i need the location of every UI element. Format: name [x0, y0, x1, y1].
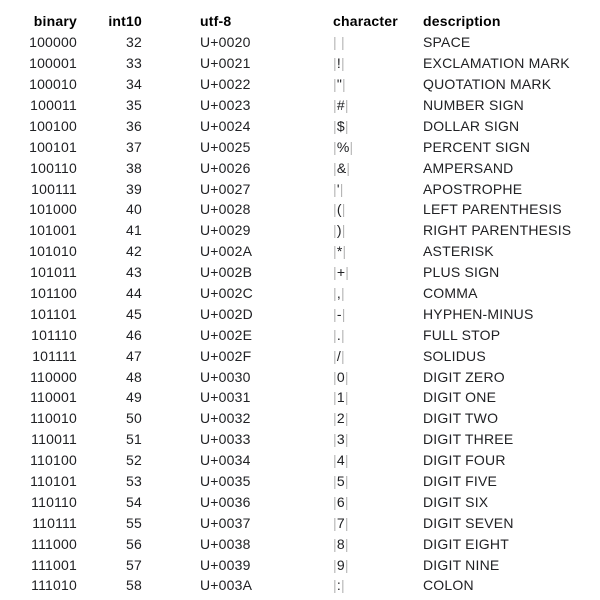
- cell-description: DIGIT FOUR: [423, 452, 506, 469]
- cell-description: DIGIT FIVE: [423, 473, 498, 490]
- cell-int10: 44: [126, 285, 142, 302]
- cell-binary: 110000: [30, 368, 77, 385]
- cell-description: QUOTATION MARK: [423, 76, 552, 93]
- delimiter-pipe-right: |: [344, 535, 349, 552]
- cell-character: [333, 32, 423, 53]
- cell-binary: 100011: [30, 97, 77, 113]
- delimiter-pipe-right: |: [340, 34, 345, 51]
- cell-int10: 32: [126, 34, 142, 51]
- delimiter-pipe-left: |: [333, 34, 337, 51]
- cell-character: [333, 345, 423, 366]
- table-row: [0, 575, 600, 596]
- delimiter-pipe-left: |: [333, 97, 337, 113]
- cell-character: [333, 471, 423, 492]
- delimiter-pipe-right: |: [344, 368, 349, 385]
- cell-character: [333, 429, 423, 450]
- cell-utf8: U+002A: [200, 243, 253, 260]
- cell-character: [333, 115, 423, 136]
- cell-int10: 54: [126, 493, 142, 510]
- cell-utf8: U+0023: [200, 97, 251, 113]
- delimiter-pipe-left: |: [333, 452, 337, 469]
- cell-utf8: U+0026: [200, 159, 251, 176]
- delimiter-pipe-right: |: [344, 473, 349, 490]
- delimiter-pipe-right: |: [344, 493, 349, 510]
- cell-character: [333, 512, 423, 533]
- table-row: [0, 262, 600, 283]
- cell-int10: 35: [126, 97, 142, 113]
- delimiter-pipe-left: |: [333, 285, 337, 302]
- header-row: [0, 11, 600, 32]
- cell-utf8: U+002B: [200, 264, 253, 281]
- cell-binary: 101010: [29, 243, 77, 260]
- cell-int10: 43: [126, 264, 142, 281]
- cell-description: DOLLAR SIGN: [423, 117, 520, 134]
- character-glyph: /: [336, 347, 341, 364]
- table-row: [0, 429, 600, 450]
- table-row: [0, 387, 600, 408]
- cell-utf8: U+003A: [200, 577, 253, 594]
- cell-character: [333, 366, 423, 387]
- cell-description: APOSTROPHE: [423, 180, 523, 197]
- cell-character: [333, 387, 423, 408]
- cell-description: DIGIT NINE: [423, 556, 500, 573]
- delimiter-pipe-left: |: [333, 159, 337, 176]
- column-header-binary: binary: [33, 13, 77, 30]
- character-glyph: 6: [336, 493, 345, 510]
- delimiter-pipe-left: |: [333, 577, 337, 594]
- cell-utf8: U+0028: [200, 201, 251, 218]
- delimiter-pipe-right: |: [346, 159, 351, 176]
- cell-description: NUMBER SIGN: [423, 97, 524, 113]
- cell-character: [333, 95, 423, 116]
- cell-description: PERCENT SIGN: [423, 138, 531, 155]
- delimiter-pipe-right: |: [340, 577, 345, 594]
- cell-utf8: U+002F: [200, 347, 252, 364]
- cell-utf8: U+0029: [200, 222, 251, 239]
- delimiter-pipe-right: |: [342, 243, 347, 260]
- character-glyph: .: [336, 326, 341, 343]
- cell-int10: 58: [126, 577, 142, 594]
- character-glyph: 8: [336, 535, 345, 552]
- table-row: [0, 366, 600, 387]
- cell-binary: 110101: [30, 473, 77, 490]
- cell-description: SOLIDUS: [423, 347, 486, 364]
- character-glyph: 9: [336, 556, 345, 573]
- column-header-description: description: [423, 13, 501, 30]
- character-glyph: 1: [336, 389, 345, 406]
- cell-description: DIGIT ZERO: [423, 368, 505, 385]
- table-row: [0, 303, 600, 324]
- cell-utf8: U+0038: [200, 535, 251, 552]
- cell-description: DIGIT ONE: [423, 389, 497, 406]
- cell-binary: 110100: [30, 452, 77, 469]
- cell-description: SPACE: [423, 34, 471, 51]
- delimiter-pipe-left: |: [333, 535, 337, 552]
- cell-binary: 101101: [30, 305, 77, 322]
- character-glyph: 7: [336, 514, 345, 531]
- cell-utf8: U+0020: [200, 34, 251, 51]
- delimiter-pipe-left: |: [333, 201, 337, 218]
- cell-description: HYPHEN-MINUS: [423, 305, 534, 322]
- cell-character: [333, 220, 423, 241]
- cell-character: [333, 450, 423, 471]
- delimiter-pipe-left: |: [333, 326, 337, 343]
- character-glyph: 4: [336, 452, 345, 469]
- page: [0, 11, 600, 600]
- cell-description: DIGIT THREE: [423, 431, 514, 448]
- character-glyph: ): [336, 222, 342, 239]
- cell-description: COLON: [423, 577, 474, 594]
- cell-utf8: U+0037: [200, 514, 251, 531]
- delimiter-pipe-left: |: [333, 431, 337, 448]
- table-row: [0, 178, 600, 199]
- cell-character: [333, 554, 423, 575]
- character-glyph: -: [336, 305, 342, 322]
- cell-int10: 39: [126, 180, 142, 197]
- cell-binary: 100000: [29, 34, 77, 51]
- cell-character: [333, 533, 423, 554]
- cell-int10: 40: [126, 201, 142, 218]
- table-row: [0, 241, 600, 262]
- cell-binary: 111001: [31, 556, 77, 573]
- table-row: [0, 471, 600, 492]
- table-row: [0, 53, 600, 74]
- cell-binary: 100110: [30, 159, 77, 176]
- cell-binary: 110111: [32, 514, 77, 531]
- cell-utf8: U+0022: [200, 76, 251, 93]
- delimiter-pipe-left: |: [333, 305, 337, 322]
- delimiter-pipe-left: |: [333, 493, 337, 510]
- cell-int10: 50: [126, 410, 142, 427]
- cell-utf8: U+0032: [200, 410, 251, 427]
- cell-binary: 110001: [30, 389, 77, 406]
- column-header-utf8: utf-8: [200, 13, 232, 30]
- table-row: [0, 199, 600, 220]
- cell-character: [333, 303, 423, 324]
- delimiter-pipe-right: |: [344, 556, 349, 573]
- table-row: [0, 95, 600, 116]
- table-row: [0, 345, 600, 366]
- cell-character: [333, 408, 423, 429]
- cell-int10: 49: [126, 389, 142, 406]
- cell-int10: 41: [126, 222, 142, 239]
- cell-int10: 34: [126, 76, 142, 93]
- delimiter-pipe-right: |: [339, 180, 344, 197]
- table-body: [0, 32, 600, 596]
- cell-character: [333, 53, 423, 74]
- cell-character: [333, 575, 423, 596]
- delimiter-pipe-right: |: [344, 117, 349, 134]
- character-code-table: [0, 11, 600, 596]
- table-row: [0, 491, 600, 512]
- cell-character: [333, 262, 423, 283]
- cell-description: DIGIT EIGHT: [423, 535, 509, 552]
- delimiter-pipe-left: |: [333, 473, 337, 490]
- cell-binary: 101001: [29, 222, 77, 239]
- cell-int10: 42: [126, 243, 142, 260]
- cell-binary: 100001: [29, 55, 77, 72]
- character-glyph: 5: [336, 473, 345, 490]
- cell-binary: 110011: [31, 431, 77, 448]
- cell-int10: 37: [126, 138, 142, 155]
- cell-binary: 101011: [30, 264, 77, 281]
- cell-character: [333, 491, 423, 512]
- delimiter-pipe-left: |: [333, 180, 337, 197]
- cell-int10: 51: [126, 431, 142, 448]
- cell-int10: 56: [126, 535, 142, 552]
- delimiter-pipe-left: |: [333, 347, 337, 364]
- cell-utf8: U+002C: [200, 285, 253, 302]
- character-glyph: #: [336, 97, 345, 113]
- table-row: [0, 220, 600, 241]
- cell-binary: 100100: [29, 117, 77, 134]
- cell-description: EXCLAMATION MARK: [423, 55, 570, 72]
- cell-utf8: U+0039: [200, 556, 251, 573]
- table-row: [0, 408, 600, 429]
- cell-utf8: U+0030: [200, 368, 251, 385]
- delimiter-pipe-right: |: [349, 138, 354, 155]
- cell-binary: 110110: [31, 493, 77, 510]
- table-row: [0, 324, 600, 345]
- cell-int10: 45: [126, 305, 142, 322]
- cell-utf8: U+0031: [200, 389, 251, 406]
- cell-binary: 100111: [31, 180, 77, 197]
- cell-description: LEFT PARENTHESIS: [423, 201, 562, 218]
- cell-int10: 36: [126, 117, 142, 134]
- cell-description: FULL STOP: [423, 326, 501, 343]
- cell-description: ASTERISK: [423, 243, 494, 260]
- delimiter-pipe-right: |: [344, 431, 349, 448]
- cell-binary: 111010: [31, 577, 77, 594]
- table-row: [0, 283, 600, 304]
- cell-character: [333, 178, 423, 199]
- delimiter-pipe-right: |: [342, 76, 346, 93]
- cell-utf8: U+0035: [200, 473, 251, 490]
- character-glyph: ': [336, 180, 340, 197]
- delimiter-pipe-right: |: [344, 514, 349, 531]
- cell-description: RIGHT PARENTHESIS: [423, 222, 572, 239]
- delimiter-pipe-left: |: [333, 138, 337, 155]
- delimiter-pipe-left: |: [333, 389, 337, 406]
- character-glyph: 3: [336, 431, 345, 448]
- cell-utf8: U+0027: [200, 180, 251, 197]
- delimiter-pipe-right: |: [345, 264, 350, 281]
- cell-binary: 101100: [30, 285, 77, 302]
- cell-int10: 48: [126, 368, 142, 385]
- character-glyph: ,: [336, 285, 341, 302]
- cell-binary: 100101: [29, 138, 77, 155]
- cell-int10: 57: [126, 556, 142, 573]
- table-row: [0, 533, 600, 554]
- cell-binary: 101110: [31, 326, 77, 343]
- cell-character: [333, 283, 423, 304]
- delimiter-pipe-right: |: [341, 305, 346, 322]
- cell-int10: 52: [126, 452, 142, 469]
- delimiter-pipe-right: |: [344, 97, 349, 113]
- delimiter-pipe-left: |: [333, 55, 337, 72]
- character-glyph: &: [336, 159, 347, 176]
- cell-utf8: U+0021: [200, 55, 251, 72]
- cell-int10: 47: [126, 347, 142, 364]
- table-row: [0, 136, 600, 157]
- table-row: [0, 32, 600, 53]
- delimiter-pipe-right: |: [341, 222, 346, 239]
- character-glyph: :: [336, 577, 341, 594]
- cell-int10: 38: [126, 159, 142, 176]
- column-header-character: character: [333, 13, 398, 30]
- cell-character: [333, 74, 423, 95]
- cell-binary: 101111: [32, 347, 77, 364]
- delimiter-pipe-right: |: [340, 326, 345, 343]
- delimiter-pipe-right: |: [340, 347, 345, 364]
- delimiter-pipe-left: |: [333, 556, 337, 573]
- cell-utf8: U+0036: [200, 493, 251, 510]
- cell-character: [333, 157, 423, 178]
- character-glyph: *: [336, 243, 343, 260]
- delimiter-pipe-left: |: [333, 410, 337, 427]
- table-row: [0, 157, 600, 178]
- cell-utf8: U+0025: [200, 138, 251, 155]
- cell-description: PLUS SIGN: [423, 264, 500, 281]
- character-glyph: (: [336, 201, 342, 218]
- cell-character: [333, 199, 423, 220]
- delimiter-pipe-left: |: [333, 222, 337, 239]
- delimiter-pipe-left: |: [333, 243, 337, 260]
- delimiter-pipe-left: |: [333, 76, 337, 93]
- delimiter-pipe-left: |: [333, 368, 337, 385]
- character-glyph: $: [336, 117, 345, 134]
- delimiter-pipe-left: |: [333, 264, 337, 281]
- table-row: [0, 115, 600, 136]
- delimiter-pipe-right: |: [340, 55, 345, 72]
- cell-int10: 46: [126, 326, 142, 343]
- cell-utf8: U+002E: [200, 326, 253, 343]
- character-glyph: 0: [336, 368, 345, 385]
- cell-binary: 110010: [30, 410, 77, 427]
- table-row: [0, 74, 600, 95]
- delimiter-pipe-right: |: [344, 410, 349, 427]
- delimiter-pipe-left: |: [333, 117, 337, 134]
- character-glyph: %: [336, 138, 350, 155]
- cell-description: DIGIT SIX: [423, 493, 489, 510]
- table-row: [0, 512, 600, 533]
- cell-int10: 33: [126, 55, 142, 72]
- cell-character: [333, 324, 423, 345]
- character-glyph: ": [336, 76, 343, 93]
- delimiter-pipe-left: |: [333, 514, 337, 531]
- column-header-int10: int10: [108, 13, 142, 30]
- cell-utf8: U+0024: [200, 117, 251, 134]
- cell-utf8: U+0034: [200, 452, 251, 469]
- cell-description: COMMA: [423, 285, 478, 302]
- cell-character: [333, 241, 423, 262]
- delimiter-pipe-right: |: [344, 389, 349, 406]
- delimiter-pipe-right: |: [344, 452, 349, 469]
- cell-binary: 100010: [29, 76, 77, 93]
- cell-description: DIGIT SEVEN: [423, 514, 514, 531]
- table-row: [0, 450, 600, 471]
- cell-character: [333, 136, 423, 157]
- cell-utf8: U+002D: [200, 305, 253, 322]
- cell-description: AMPERSAND: [423, 159, 514, 176]
- cell-binary: 111000: [31, 535, 77, 552]
- table-row: [0, 554, 600, 575]
- character-glyph: !: [336, 55, 341, 72]
- cell-int10: 53: [126, 473, 142, 490]
- character-glyph: 2: [336, 410, 345, 427]
- delimiter-pipe-right: |: [340, 285, 345, 302]
- cell-utf8: U+0033: [200, 431, 251, 448]
- cell-binary: 101000: [29, 201, 77, 218]
- cell-int10: 55: [126, 514, 142, 531]
- cell-description: DIGIT TWO: [423, 410, 499, 427]
- delimiter-pipe-right: |: [341, 201, 346, 218]
- character-glyph: +: [336, 264, 346, 281]
